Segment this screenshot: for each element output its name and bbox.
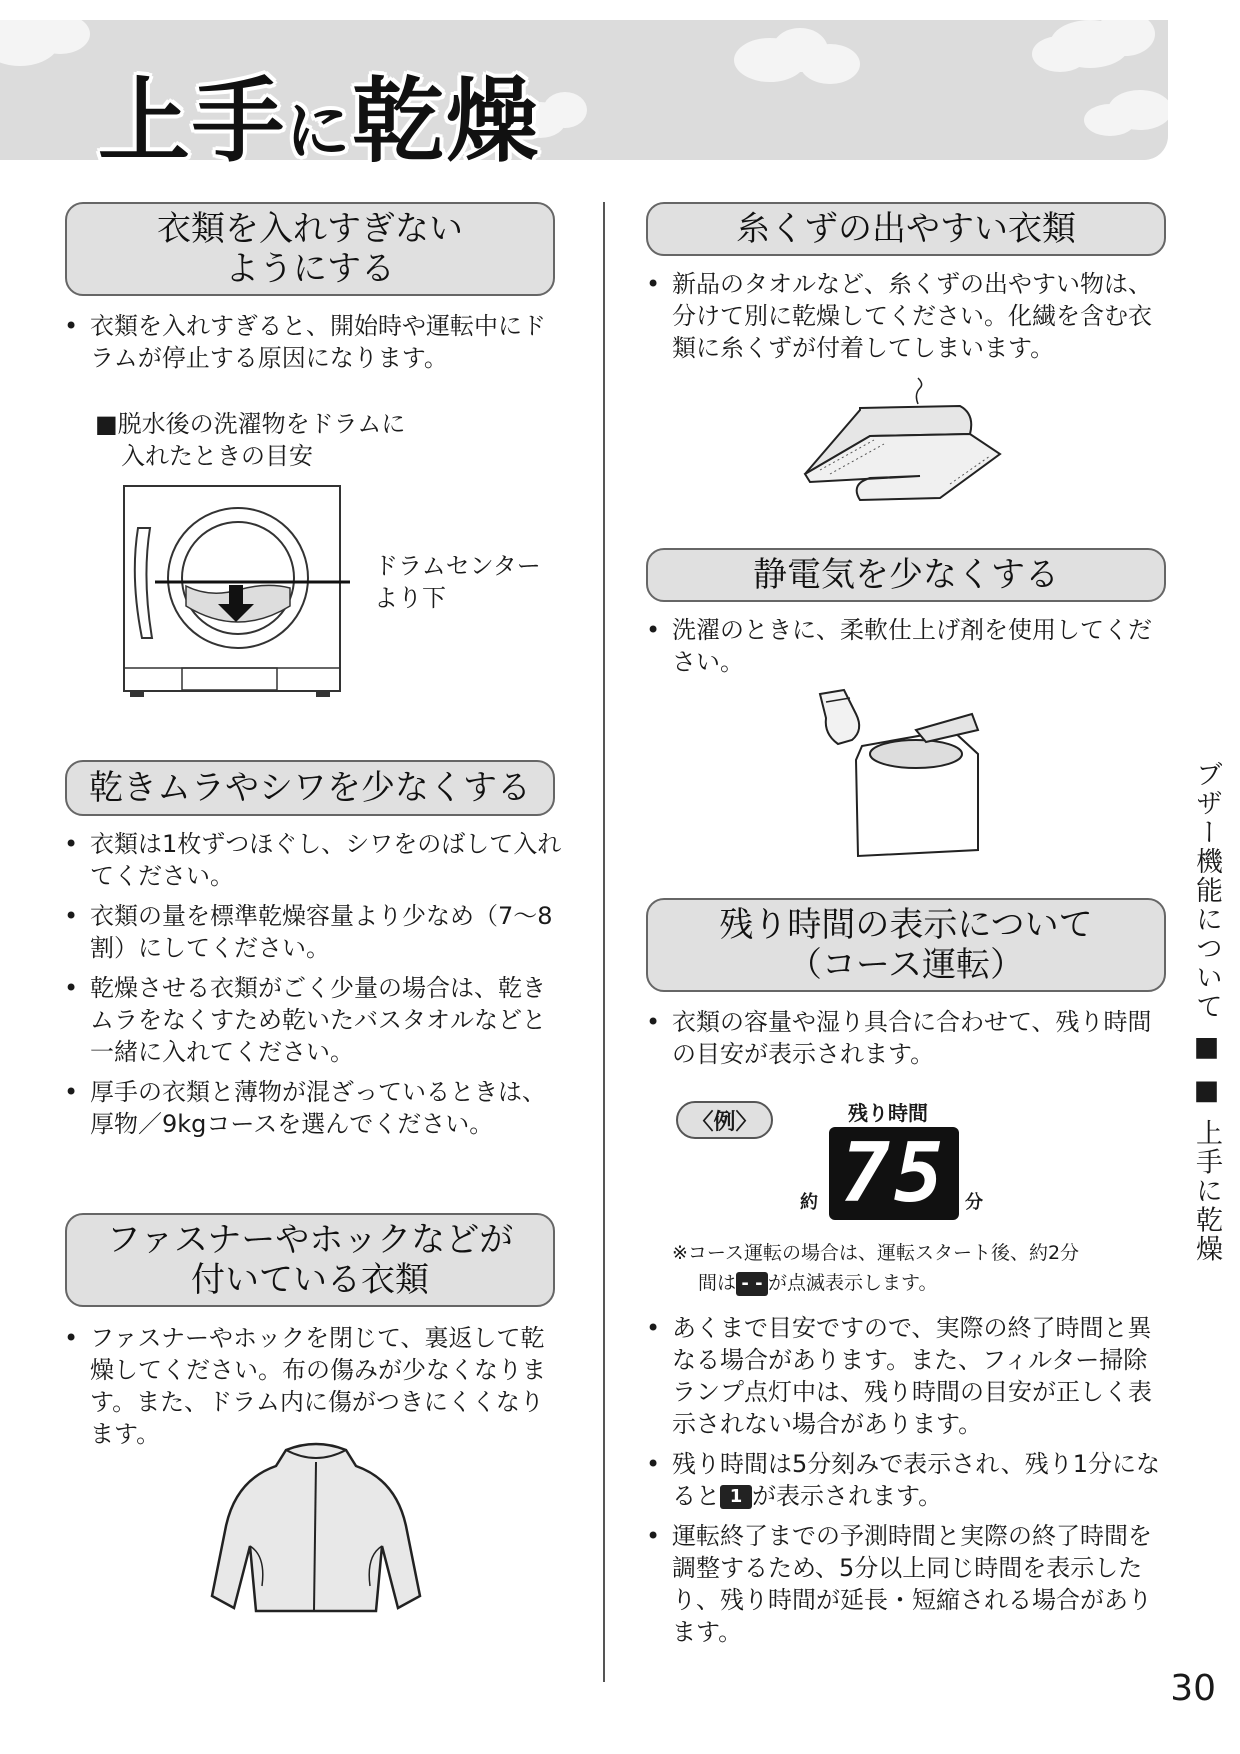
wrinkle-bullets	[64, 828, 564, 1148]
static-bullets	[646, 614, 1170, 686]
blink-note: ※コース運転の場合は、運転スタート後、約2分 間は - - が点滅表示します。	[672, 1242, 1080, 1294]
lint-bullets	[646, 268, 1170, 372]
towel-illustration	[800, 374, 1020, 514]
list-item: • 新品のタオルなど、糸くずの出やすい物は、分けて別に乾燥してください。化繊を含む衣類に糸くずが付着してしまいます。	[646, 268, 1170, 364]
heading-line: ようにする	[225, 249, 395, 289]
list-item: • 衣類を入れすぎると、開始時や運転中にドラムが停止する原因になります。	[64, 310, 564, 374]
drum-center-label: ドラムセンター より下	[374, 552, 541, 612]
list-item: • 残り時間は5分刻みで表示され、残り1分になると 1 が表示されます。	[646, 1448, 1170, 1512]
section-heading-overload	[65, 202, 555, 296]
display-digits: 75	[840, 1127, 948, 1220]
list-item: • 衣類の量を標準乾燥容量より少なめ（7～8割）にしてください。	[64, 900, 564, 964]
page-title: 上手に乾燥	[98, 68, 541, 175]
list-item: • 厚手の衣類と薄物が混ざっているときは、厚物／9kgコースを選んでください。	[64, 1076, 564, 1140]
example-label: 〈例〉	[676, 1101, 773, 1139]
list-item: • 衣類は1枚ずつほぐし、シワをのばして入れてください。	[64, 828, 564, 892]
washer-illustration	[816, 684, 996, 864]
section-heading-wrinkles: 乾きムラやシワを少なくする	[65, 760, 555, 816]
blink-indicator-icon: - -	[736, 1272, 768, 1296]
list-item: • 衣類の容量や湿り具合に合わせて、残り時間の目安が表示されます。	[646, 1006, 1170, 1070]
side-chapter-label: ブザー機能について ■ ■ 上手に乾燥	[1191, 760, 1222, 1264]
one-minute-indicator-icon: 1	[720, 1485, 752, 1509]
list-item: • あくまで目安ですので、実際の終了時間と異なる場合があります。また、フィルター掃除ランプ点灯中は、残り時間の目安が正しく表示されない場合があります。	[646, 1312, 1170, 1440]
list-item: • 乾燥させる衣類がごく少量の場合は、乾きムラをなくすため乾いたバスタオルなどと一緒に入れてください。	[64, 972, 564, 1068]
section-heading-fasteners: ファスナーやホックなどが 付いている衣類	[65, 1213, 555, 1307]
page-number: 30	[1170, 1668, 1216, 1709]
remaining-time-bullets	[646, 1006, 1170, 1078]
display-label: 残り時間	[848, 1101, 928, 1125]
section-heading-remaining-time: 残り時間の表示について （コース運転）	[646, 898, 1166, 992]
remaining-time-display	[829, 1127, 959, 1220]
overload-bullets	[64, 310, 564, 382]
list-item: • 運転終了までの予測時間と実際の終了時間を調整するため、5分以上同じ時間を表示したり、残り時間が延長・短縮される場合があります。	[646, 1520, 1170, 1648]
jacket-illustration	[206, 1436, 426, 1626]
column-divider	[603, 202, 605, 1682]
list-item: • 洗濯のときに、柔軟仕上げ剤を使用してください。	[646, 614, 1170, 678]
drum-caption: ■脱水後の洗濯物をドラムに 入れたときの目安	[95, 410, 406, 470]
approx-label: 約	[800, 1192, 818, 1213]
list-item: • ファスナーやホックを閉じて、裏返して乾燥してください。布の傷みが少なくなります。また、ドラム内に傷がつきにくくなります。	[64, 1322, 564, 1450]
section-heading-lint: 糸くずの出やすい衣類	[646, 202, 1166, 256]
section-heading-static: 静電気を少なくする	[646, 548, 1166, 602]
minutes-label: 分	[965, 1192, 983, 1213]
drum-illustration	[120, 478, 350, 708]
remaining-time-notes	[646, 1312, 1170, 1656]
heading-line: 衣類を入れすぎない	[157, 209, 463, 249]
